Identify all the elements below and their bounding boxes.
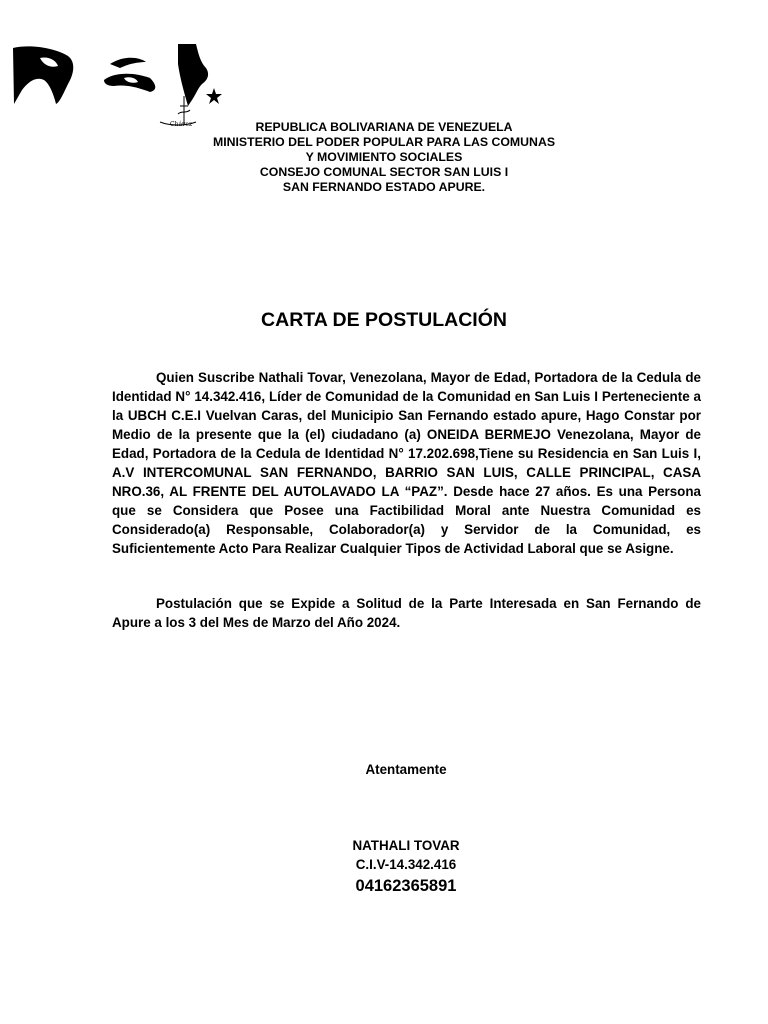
header-line: MINISTERIO DEL PODER POPULAR PARA LAS COMUNAS [212,135,556,149]
body-paragraph-2: Postulación que se Expide a Solitud de la Parte Interesada en San Fernando de Apure a los 3 del Mes de Marzo del Año 2024. [112,596,701,630]
header-line: CONSEJO COMUNAL SECTOR SAN LUIS I [259,165,509,179]
header-line: SAN FERNANDO ESTADO APURE. [282,180,486,194]
closing-text: Atentamente [365,762,447,777]
institution-header [0,120,768,195]
document-title: CARTA DE POSTULACIÓN [261,309,507,331]
body-paragraph-1: Quien Suscribe Nathali Tovar, Venezolana, Mayor de Edad, Portadora de la Cedula de Identidad N° 14.342.416, Líder de Comunidad de la Comunidad en San Luis I Perteneciente a la UBCH C.E.I Vuelvan Caras, del Municipio San Fernando estado apure, Hago Constar por Medio de la presente que la (el) ciudadano (a) ONEIDA BERMEJO Venezolana, Mayor de Edad, Portadora de la Cedula de Identidad N° 17.202.698,Tiene su Residencia en San Luis I, A.V INTERCOMUNAL SAN FERNANDO, BARRIO SAN LUIS, CALLE PRINCIPAL, CASA NRO.36, AL FRENTE DEL AUTOLAVADO LA “PAZ”. Desde hace 27 años. Es una Persona que se Considera que Posee una Factibilidad Moral ante Nuestra Comunidad es Considerado(a) Responsable, Colaborador(a) y Servidor de la Comunidad, es Suficientemente Acto Para Realizar Cualquier Tipos de Actividad Laboral que se Asigne. [112,370,701,556]
header-line: Y MOVIMIENTO SOCIALES [305,150,463,164]
signatory-name: NATHALI TOVAR [352,838,460,853]
svg-text:Chávez: Chávez [170,121,193,128]
signatory-phone: 04162365891 [355,877,457,895]
eyes-signature-icon [10,44,225,130]
signatory-id: C.I.V-14.342.416 [355,857,457,872]
header-line: REPUBLICA BOLIVARIANA DE VENEZUELA [255,120,513,134]
header-logo [10,44,225,130]
